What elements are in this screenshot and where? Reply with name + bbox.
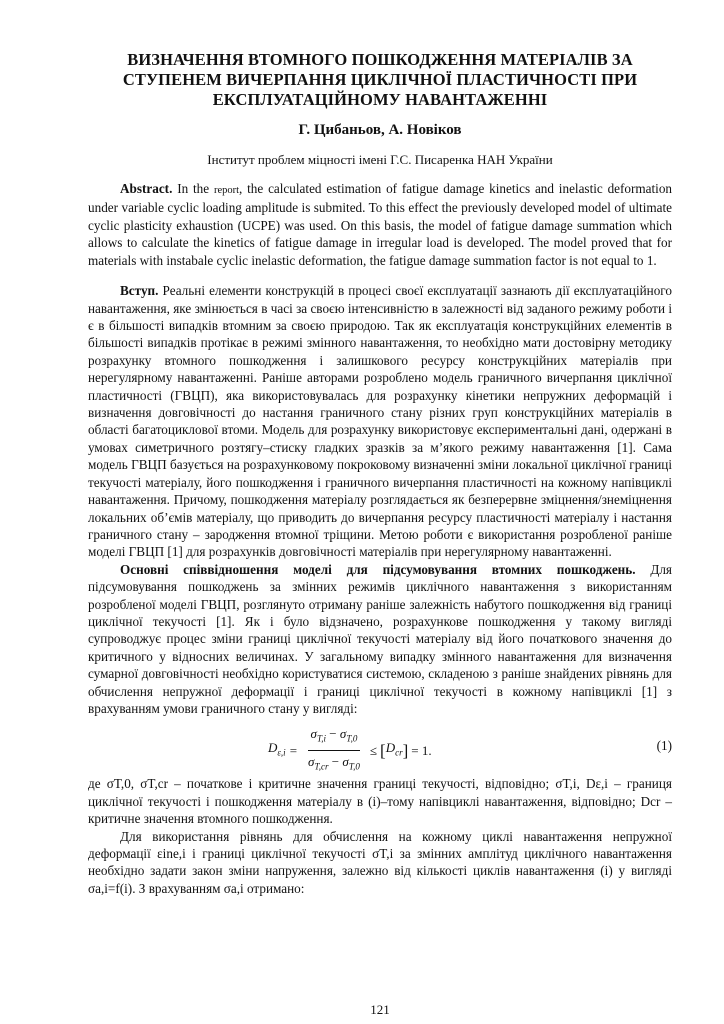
abstract-text: , the calculated estimation of fatigue damage kinetics and inelastic deformation under variable cyclic loading amplitude is submited. To this effect the previously developed model of ultimate cyclic plasticity exhaustion (UCPE) was used. On this basis, the model of fatigue damage summation which allows to calculate the kinetics of fatigue damage in irregular load is developed. The model proved that for materials with instabale cyclic inelastic deformation, the fatigue damage summation factor is not equal to 1. <box>88 181 673 268</box>
lhs-d: $D_{\varepsilon,i}$ <box>268 740 286 758</box>
bracket-open: [ <box>380 741 386 761</box>
page-number: 121 <box>370 1002 390 1017</box>
where-text: де σT,0, σT,cr – початкове і критичне значення границі текучості, відповідно; σT,i, Dε,i – границя циклічної текучості і пошкодження матеріалу в (i)–тому напівциклі навантаження, відповідно; Dcr – критичне значення втомного пошкодження. <box>88 776 672 827</box>
section2-paragraph <box>88 561 672 718</box>
body-text <box>88 282 672 897</box>
equation-1 <box>88 723 672 771</box>
authors: Г. Цибаньов, А. Новіков <box>298 122 462 138</box>
fraction <box>305 725 363 776</box>
paper-page <box>88 50 673 1017</box>
equation-body <box>268 725 432 776</box>
equation-tail: = 1. <box>411 743 432 759</box>
section2-text: Для підсумовування пошкоджень за змінних режимів циклічного навантаження з використанням розробленої моделі ГВЦП, розглянуто отриману раніше залежність набутого пошкодження від границі циклічної текучості [1]. Як і було відзначено, розрахункове пошкодження у такому вигляді супроводжує процес зміни границі циклічної текучості матеріалу від його початкового значення до критичного у відносних величинах. У загальному випадку змінного навантаження для визначення сумарної довговічності необхідно користуватися системою, складеною з раніше знайдених рівнянь для обчислення непружної деформації і границі циклічної текучості в кожному напівциклі [1] з врахуванням умови граничного стану у вигляді: <box>88 561 673 716</box>
abstract <box>88 180 672 269</box>
where-paragraph <box>88 775 672 827</box>
title-line-1: ВИЗНАЧЕННЯ ВТОМНОГО ПОШКОДЖЕННЯ МАТЕРІАЛІВ ЗА <box>127 50 633 69</box>
equals-sign: = <box>289 743 298 759</box>
paper-title <box>88 50 672 110</box>
last-paragraph <box>88 828 672 898</box>
title-line-2: СТУПЕНЕМ ВИЧЕРПАННЯ ЦИКЛІЧНОЇ ПЛАСТИЧНОСТІ ПРИ <box>122 70 638 89</box>
section2-label: Основні співвідношення моделі для підсумовування втомних пошкоджень. <box>120 561 636 577</box>
last-text: Для використання рівнянь для обчислення на кожному циклі навантаження непружної деформації εine,i і границі циклічної текучості σT,i за змінних амплітуд циклічного навантаження необхідно задати закон зміни напруження, залежно від кількості циклів навантаження (i) у вигляді σa,i=f(i). З врахуванням σa,i отримано: <box>88 828 672 896</box>
numerator: $\sigma_{T,i} - \sigma_{T,0}$ <box>308 725 361 751</box>
rhs-d: $D_{cr}$ <box>385 740 403 758</box>
abstract-small-word: report <box>213 185 240 196</box>
intro-text: Реальні елементи конструкцій в процесі своєї експлуатації зазнають дії експлуатаційного навантаження, яке змінюється в часі за своєю інтенсивністю в залежності від заданого режиму роботи і є в більшості випадків втомним за своєю природою. Так як експлуатація конструкційних елементів в більшості випадків протікає в режимі змінного навантаження, то необхідно мати достовірну методику розрахунку втомного пошкодження і залишкового ресурсу конструкційних матеріалів при нерегулярному навантаженні. Раніше авторами розроблено модель граничного вичерпання циклічної пластичності (ГВЦП), яка використовувалась для розрахунку кінетики непружних деформацій і визначення довговічності до настання граничного стану різних груп конструкційних матеріалів в області багатоциклової втоми. Модель для розрахунку використовує експериментальні дані, одержані в умовах симетричного розтягу–стиску гладких зразків за м’якого режиму навантаження [1]. Сама модель ГВЦП базується на розрахунковому покроковому визначенні зміни локальної циклічної границі текучості матеріалу, його пошкодження і граничного вичерпання пластичності на кожному напівциклі навантаження. Причому, пошкодження матеріалу розглядається як безперервне зміцнення/знеміцнення локальних об’ємів матеріалу, що приводить до вичерпання ресурсу пластичності матеріалу і настання граничного стану – зародження втомної тріщини. Метою роботи є використання розробленої раніше моделі ГВЦП [1] для розрахунків довговічності матеріалів при нерегулярному навантаженні. <box>88 283 672 560</box>
abstract-pre: In the <box>177 181 210 196</box>
intro-paragraph <box>88 282 672 561</box>
bracket-close: ] <box>402 741 409 761</box>
equation-number: (1) <box>656 738 672 754</box>
leq-sign: ≤ <box>369 743 378 759</box>
affiliation: Інститут проблем міцності імені Г.С. Писаренка НАН України <box>207 152 553 167</box>
intro-label: Вступ. <box>120 283 159 299</box>
abstract-label: Abstract. <box>120 181 173 196</box>
denominator: $\sigma_{T,cr} - \sigma_{T,0}$ <box>308 754 360 772</box>
title-line-3: ЕКСПЛУАТАЦІЙНОМУ НАВАНТАЖЕННІ <box>212 90 548 109</box>
